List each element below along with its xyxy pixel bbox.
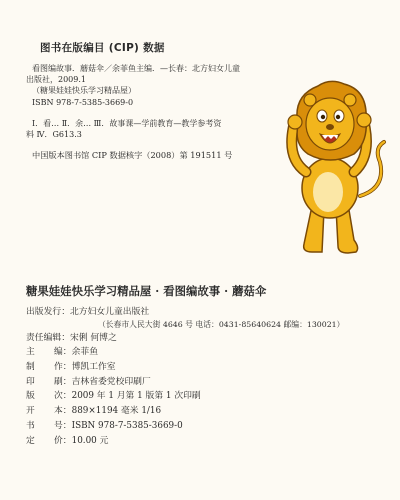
cip-heading: 图书在版编目 (CIP) 数据 — [40, 42, 165, 54]
detail-label: 制 — [26, 361, 37, 372]
detail-value: 次：2009 年 1 月第 1 版第 1 次印刷 — [54, 391, 201, 402]
cip-line: 出版社，2009.1 — [26, 75, 86, 85]
cip-line: （糖果娃娃快乐学习精品屋） — [32, 86, 136, 96]
cip-record-number: 中国版本图书馆 CIP 数据核字（2008）第 191511 号 — [32, 150, 233, 161]
detail-value: 本：889×1194 毫米 1/16 — [54, 406, 162, 417]
cip-isbn: ISBN 978-7-5385-3669-0 — [32, 97, 134, 107]
colophon — [26, 283, 386, 449]
detail-row-production — [26, 360, 386, 375]
detail-label: 书 — [26, 420, 37, 431]
address-line: （长春市人民大街 4646 号 电话：0431-85640624 邮编：130021） — [98, 320, 345, 329]
cip-classification: 料 Ⅳ．G613.3 — [26, 130, 82, 140]
detail-label: 主 — [26, 347, 37, 357]
cip-line: 看图编故事．蘑菇伞／余菲鱼主编．—长春：北方妇女儿童 — [32, 64, 240, 73]
detail-value: 刷：吉林省委党校印刷厂 — [54, 376, 151, 387]
detail-label: 版 — [26, 391, 37, 402]
detail-value: 编：余菲鱼 — [54, 347, 98, 357]
detail-row-format — [26, 404, 386, 419]
detail-row-printing — [26, 375, 386, 390]
detail-row-isbn — [26, 419, 386, 434]
detail-row-editor — [26, 345, 386, 360]
cip-classification: Ⅰ．看… Ⅱ．余… Ⅲ．故事课—学前教育—教学参考资 — [32, 118, 222, 128]
detail-label: 开 — [26, 406, 37, 417]
detail-label: 印 — [26, 376, 37, 387]
cartoon-lion-icon — [268, 76, 390, 256]
detail-value: 作：博凯工作室 — [54, 361, 116, 372]
detail-value: 号：ISBN 978-7-5385-3669-0 — [54, 420, 183, 431]
publisher-line: 出版发行：北方妇女儿童出版社 — [26, 307, 150, 317]
detail-row-edition — [26, 389, 386, 404]
detail-row-price — [26, 434, 386, 449]
editor-line: 责任编辑：宋俐 何博之 — [26, 333, 117, 343]
detail-value: 价：10.00 元 — [54, 435, 109, 446]
detail-label: 定 — [26, 435, 37, 446]
book-title: 糖果娃娃快乐学习精品屋 · 看图编故事 · 蘑菇伞 — [26, 284, 267, 298]
